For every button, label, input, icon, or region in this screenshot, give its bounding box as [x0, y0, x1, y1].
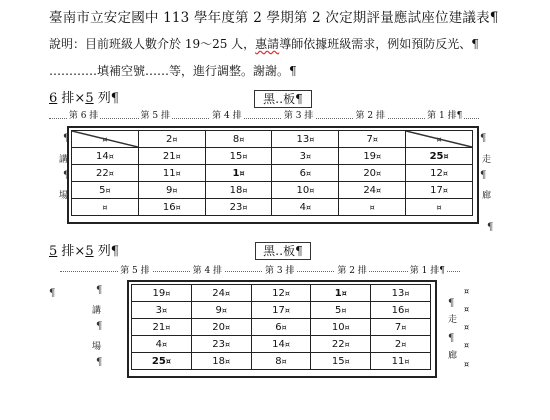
- intro-text-a: 說明：目前班級人數介於 19～25 人，: [49, 37, 256, 51]
- seat-cell: [311, 319, 371, 336]
- end-of-cell-mark: ¤: [242, 202, 248, 212]
- column-label: 第 1 排¶: [408, 263, 447, 276]
- seat-number: 18: [229, 184, 243, 196]
- seat-cell: [371, 285, 431, 302]
- diagonal-slash: [72, 131, 138, 147]
- intro-line-2: …………填補空號……等，進行調整。謝謝。¶: [49, 64, 297, 78]
- section2-rows: 5: [49, 244, 58, 259]
- end-of-cell-mark: ¤: [369, 202, 375, 212]
- seat-number: 25: [429, 150, 444, 162]
- column-label: 第 3 排: [282, 108, 315, 121]
- end-of-cell-mark: ¤: [464, 323, 470, 332]
- table-row: [132, 353, 431, 370]
- seat-number: 7: [394, 321, 402, 333]
- end-of-cell-mark: ¤: [105, 185, 111, 195]
- seat-cell: [191, 353, 251, 370]
- seat-number: 24: [212, 287, 226, 299]
- seat-number: 21: [152, 321, 166, 333]
- end-of-cell-mark: ¤: [162, 305, 168, 315]
- seat-cell: [272, 148, 339, 165]
- pilcrow: ¶: [480, 133, 487, 144]
- seat-cell: [132, 302, 192, 319]
- pilcrow: ¶: [63, 170, 70, 181]
- section2-seat-table: [131, 284, 431, 370]
- seat-number: 5: [335, 304, 342, 316]
- pilcrow: ¶: [96, 357, 103, 368]
- seat-number: 6: [275, 321, 282, 333]
- seat-cell: [138, 148, 205, 165]
- seat-number: 1: [232, 167, 240, 179]
- end-of-cell-mark: ¤: [225, 288, 231, 298]
- end-of-cell-mark: ¤: [344, 322, 350, 332]
- section1-rows: 6: [49, 91, 58, 106]
- table-row: [72, 199, 473, 216]
- section1-row-label: 排×: [57, 91, 86, 106]
- column-label: 第 2 排: [335, 263, 368, 276]
- document-title: 臺南市立安定國中 113 學年度第 2 學期第 2 次定期評量應試座位建議表¶: [49, 10, 499, 26]
- seat-number: 20: [212, 321, 226, 333]
- seat-number: 8: [232, 133, 240, 145]
- seat-cell: [191, 336, 251, 353]
- end-of-cell-mark: ¤: [436, 202, 442, 212]
- end-of-cell-mark: ¤: [284, 288, 290, 298]
- seat-cell: [406, 148, 473, 165]
- seat-cell: [138, 131, 205, 148]
- section1-col-label: 列¶: [93, 91, 119, 106]
- seat-number: 25: [151, 355, 166, 367]
- pilcrow: ¶: [448, 298, 455, 309]
- seat-cell: [72, 199, 139, 216]
- seat-cell: [191, 285, 251, 302]
- end-of-cell-mark: ¤: [464, 287, 470, 296]
- pilcrow: ¶: [487, 222, 494, 233]
- pilcrow: ¶: [96, 321, 103, 332]
- end-of-cell-mark: ¤: [309, 134, 315, 144]
- seat-number: 6: [299, 167, 307, 179]
- end-of-cell-mark: ¤: [239, 134, 245, 144]
- seat-cell: [72, 165, 139, 182]
- end-of-cell-mark: ¤: [162, 339, 168, 349]
- end-of-cell-mark: ¤: [165, 288, 171, 298]
- seat-number: 21: [162, 150, 176, 162]
- seat-cell: [72, 182, 139, 199]
- table-row: [72, 148, 473, 165]
- end-of-cell-mark: ¤: [404, 288, 410, 298]
- end-of-cell-mark: ¤: [284, 339, 290, 349]
- end-of-cell-mark: ¤: [344, 339, 350, 349]
- seat-number: 23: [229, 201, 243, 213]
- end-of-cell-mark: ¤: [281, 356, 287, 366]
- seat-number: 17: [430, 184, 443, 196]
- end-of-cell-mark: ¤: [172, 185, 178, 195]
- seat-cell: [272, 131, 339, 148]
- section1-right-char-1: 走: [482, 155, 492, 165]
- section2-col-label: 列¶: [93, 244, 119, 259]
- seat-number: 12: [430, 167, 443, 179]
- seat-cell: [251, 353, 311, 370]
- section1-left-char-1: 講: [59, 155, 69, 165]
- end-of-cell-mark: ¤: [376, 185, 382, 195]
- seat-number: 23: [212, 338, 226, 350]
- seat-number: 11: [391, 355, 405, 367]
- section1-cols: 5: [85, 91, 94, 106]
- end-of-cell-mark: ¤: [281, 322, 287, 332]
- end-of-cell-mark: ¤: [172, 134, 178, 144]
- seat-cell: [406, 182, 473, 199]
- seat-number: 4: [299, 201, 307, 213]
- end-of-cell-mark: ¤: [284, 305, 290, 315]
- end-of-cell-mark: ¤: [225, 356, 231, 366]
- section1-heading: [49, 87, 119, 106]
- end-of-cell-mark: ¤: [376, 168, 382, 178]
- seat-number: 16: [391, 304, 405, 316]
- end-of-cell-mark: ¤: [225, 339, 231, 349]
- seat-cell: [371, 353, 431, 370]
- seat-number: 19: [152, 287, 166, 299]
- seat-cell: [272, 182, 339, 199]
- end-of-cell-mark: ¤: [341, 288, 347, 298]
- end-of-cell-mark: ¤: [443, 151, 449, 161]
- seat-cell: [132, 336, 192, 353]
- end-of-cell-mark: ¤: [221, 305, 227, 315]
- table-row: [72, 131, 473, 148]
- seat-cell: [371, 302, 431, 319]
- end-of-cell-mark: ¤: [108, 168, 114, 178]
- end-of-cell-mark: ¤: [464, 360, 470, 369]
- end-of-cell-mark: ¤: [404, 305, 410, 315]
- section1-seat-table: [71, 130, 473, 216]
- seat-cell: [138, 165, 205, 182]
- seat-cell: [191, 302, 251, 319]
- column-label: 第 6 排: [67, 108, 100, 121]
- seat-cell: [251, 336, 311, 353]
- seat-number: 14: [96, 150, 109, 162]
- section2-left-char-2: 場: [92, 342, 102, 352]
- end-of-cell-mark: ¤: [306, 151, 312, 161]
- seat-number: 3: [155, 304, 163, 316]
- seat-number: 24: [363, 184, 377, 196]
- seat-cell: [371, 336, 431, 353]
- seat-cell: [251, 319, 311, 336]
- seat-number: 10: [331, 321, 345, 333]
- end-of-cell-mark: ¤: [376, 151, 382, 161]
- pilcrow: ¶: [480, 170, 487, 181]
- seat-number: 19: [363, 150, 377, 162]
- column-label: 第 3 排: [263, 263, 296, 276]
- seat-cell: [132, 285, 192, 302]
- seat-number: 22: [96, 167, 109, 179]
- table-row: [132, 302, 431, 319]
- pilcrow: ¶: [63, 133, 70, 144]
- end-of-cell-mark: ¤: [341, 305, 347, 315]
- seat-number: 15: [331, 355, 345, 367]
- end-of-cell-mark: ¤: [225, 322, 231, 332]
- section2-blackboard: 黑‥板¶: [255, 242, 311, 260]
- end-of-cell-mark: ¤: [306, 202, 312, 212]
- table-row: [72, 182, 473, 199]
- seat-cell: [406, 165, 473, 182]
- end-of-cell-mark: ¤: [165, 356, 171, 366]
- column-label: 第 5 排: [139, 108, 172, 121]
- end-of-cell-mark: ¤: [306, 168, 312, 178]
- table-row: [72, 165, 473, 182]
- seat-number: 5: [99, 184, 106, 196]
- seat-number: 10: [296, 184, 310, 196]
- end-of-cell-mark: ¤: [242, 185, 248, 195]
- end-of-cell-mark: ¤: [175, 168, 181, 178]
- seat-cell: [72, 131, 139, 148]
- seat-cell: [191, 319, 251, 336]
- seat-number: 9: [166, 184, 173, 196]
- table-row: [132, 336, 431, 353]
- end-of-cell-mark: ¤: [401, 322, 407, 332]
- section2-cols: 5: [85, 244, 94, 259]
- seat-number: 14: [272, 338, 285, 350]
- seat-cell: [371, 319, 431, 336]
- seat-cell: [339, 182, 406, 199]
- end-of-cell-mark: ¤: [165, 322, 171, 332]
- intro-text-c: 導師依據班級需求，例如預防反光、¶: [279, 37, 479, 51]
- seat-number: 11: [162, 167, 176, 179]
- seat-number: 20: [363, 167, 377, 179]
- seat-number: 2: [394, 338, 402, 350]
- section2-left-char-1: 講: [92, 306, 102, 316]
- column-label: 第 2 排: [354, 108, 387, 121]
- seat-number: 8: [275, 355, 282, 367]
- seat-cell: [339, 165, 406, 182]
- seat-number: 17: [272, 304, 285, 316]
- end-of-cell-mark: ¤: [372, 134, 378, 144]
- end-of-cell-mark: ¤: [108, 151, 114, 161]
- seat-cell: [205, 182, 272, 199]
- seat-cell: [132, 353, 192, 370]
- seat-number: 13: [391, 287, 405, 299]
- seat-cell: [311, 336, 371, 353]
- diagonal-slash: [406, 131, 472, 147]
- pilcrow: ¶: [448, 333, 455, 344]
- end-of-cell-mark: ¤: [175, 151, 181, 161]
- seat-cell: [406, 199, 473, 216]
- section2-right-char-1: 走: [448, 315, 458, 325]
- section1-left-char-2: 場: [59, 191, 69, 201]
- seat-cell: [339, 131, 406, 148]
- seat-number: 7: [366, 133, 373, 145]
- section1-right-char-2: 廊: [482, 191, 492, 201]
- seat-cell: [251, 302, 311, 319]
- end-of-cell-mark: ¤: [442, 185, 448, 195]
- column-label: 第 4 排: [191, 263, 224, 276]
- seat-cell: [339, 148, 406, 165]
- end-of-cell-mark: ¤: [242, 151, 248, 161]
- seat-number: 9: [215, 304, 222, 316]
- seat-cell: [132, 319, 192, 336]
- seat-number: 2: [166, 133, 173, 145]
- end-of-cell-mark: ¤: [344, 356, 350, 366]
- end-of-cell-mark: ¤: [401, 339, 407, 349]
- seat-number: 15: [229, 150, 243, 162]
- seat-cell: [311, 302, 371, 319]
- pilcrow: ¶: [49, 288, 56, 299]
- seat-cell: [138, 182, 205, 199]
- seat-number: 12: [272, 287, 285, 299]
- end-of-cell-mark: ¤: [309, 185, 315, 195]
- intro-text-b: 惠請: [255, 37, 280, 51]
- seat-number: 13: [296, 133, 310, 145]
- seat-cell: [311, 285, 371, 302]
- end-of-cell-mark: ¤: [442, 168, 448, 178]
- section2-right-char-2: 廊: [448, 351, 458, 361]
- seat-cell: [272, 199, 339, 216]
- column-label: 第 1 排¶: [425, 108, 464, 121]
- seat-cell: [205, 199, 272, 216]
- seat-cell: [138, 199, 205, 216]
- seat-cell: [205, 148, 272, 165]
- end-of-cell-mark: ¤: [175, 202, 181, 212]
- seat-cell: [272, 165, 339, 182]
- table-row: [132, 285, 431, 302]
- end-of-cell-mark: ¤: [404, 356, 410, 366]
- end-of-cell-mark: ¤: [464, 305, 470, 314]
- section2-heading: [49, 240, 119, 259]
- seat-number: 3: [299, 150, 307, 162]
- section1-dotted-guide: [49, 118, 479, 119]
- section2-row-label: 排×: [57, 244, 86, 259]
- seat-cell: [339, 199, 406, 216]
- seat-number: 16: [162, 201, 176, 213]
- intro-line-1: [49, 35, 479, 52]
- pilcrow: ¶: [96, 285, 103, 296]
- seat-cell: [205, 131, 272, 148]
- seat-number: 4: [155, 338, 163, 350]
- seat-cell: [72, 148, 139, 165]
- section1-blackboard: 黑‥板¶: [254, 90, 312, 108]
- seat-cell: [251, 285, 311, 302]
- end-of-cell-mark: ¤: [464, 341, 470, 350]
- seat-number: 18: [212, 355, 226, 367]
- end-of-cell-mark: ¤: [102, 202, 108, 212]
- seat-number: 1: [334, 287, 342, 299]
- column-label: 第 4 排: [210, 108, 243, 121]
- seat-number: 22: [331, 338, 345, 350]
- end-of-cell-mark: ¤: [239, 168, 245, 178]
- table-row: [132, 319, 431, 336]
- seat-cell: [205, 165, 272, 182]
- column-label: 第 5 排: [118, 263, 151, 276]
- seat-cell: [406, 131, 473, 148]
- seat-cell: [311, 353, 371, 370]
